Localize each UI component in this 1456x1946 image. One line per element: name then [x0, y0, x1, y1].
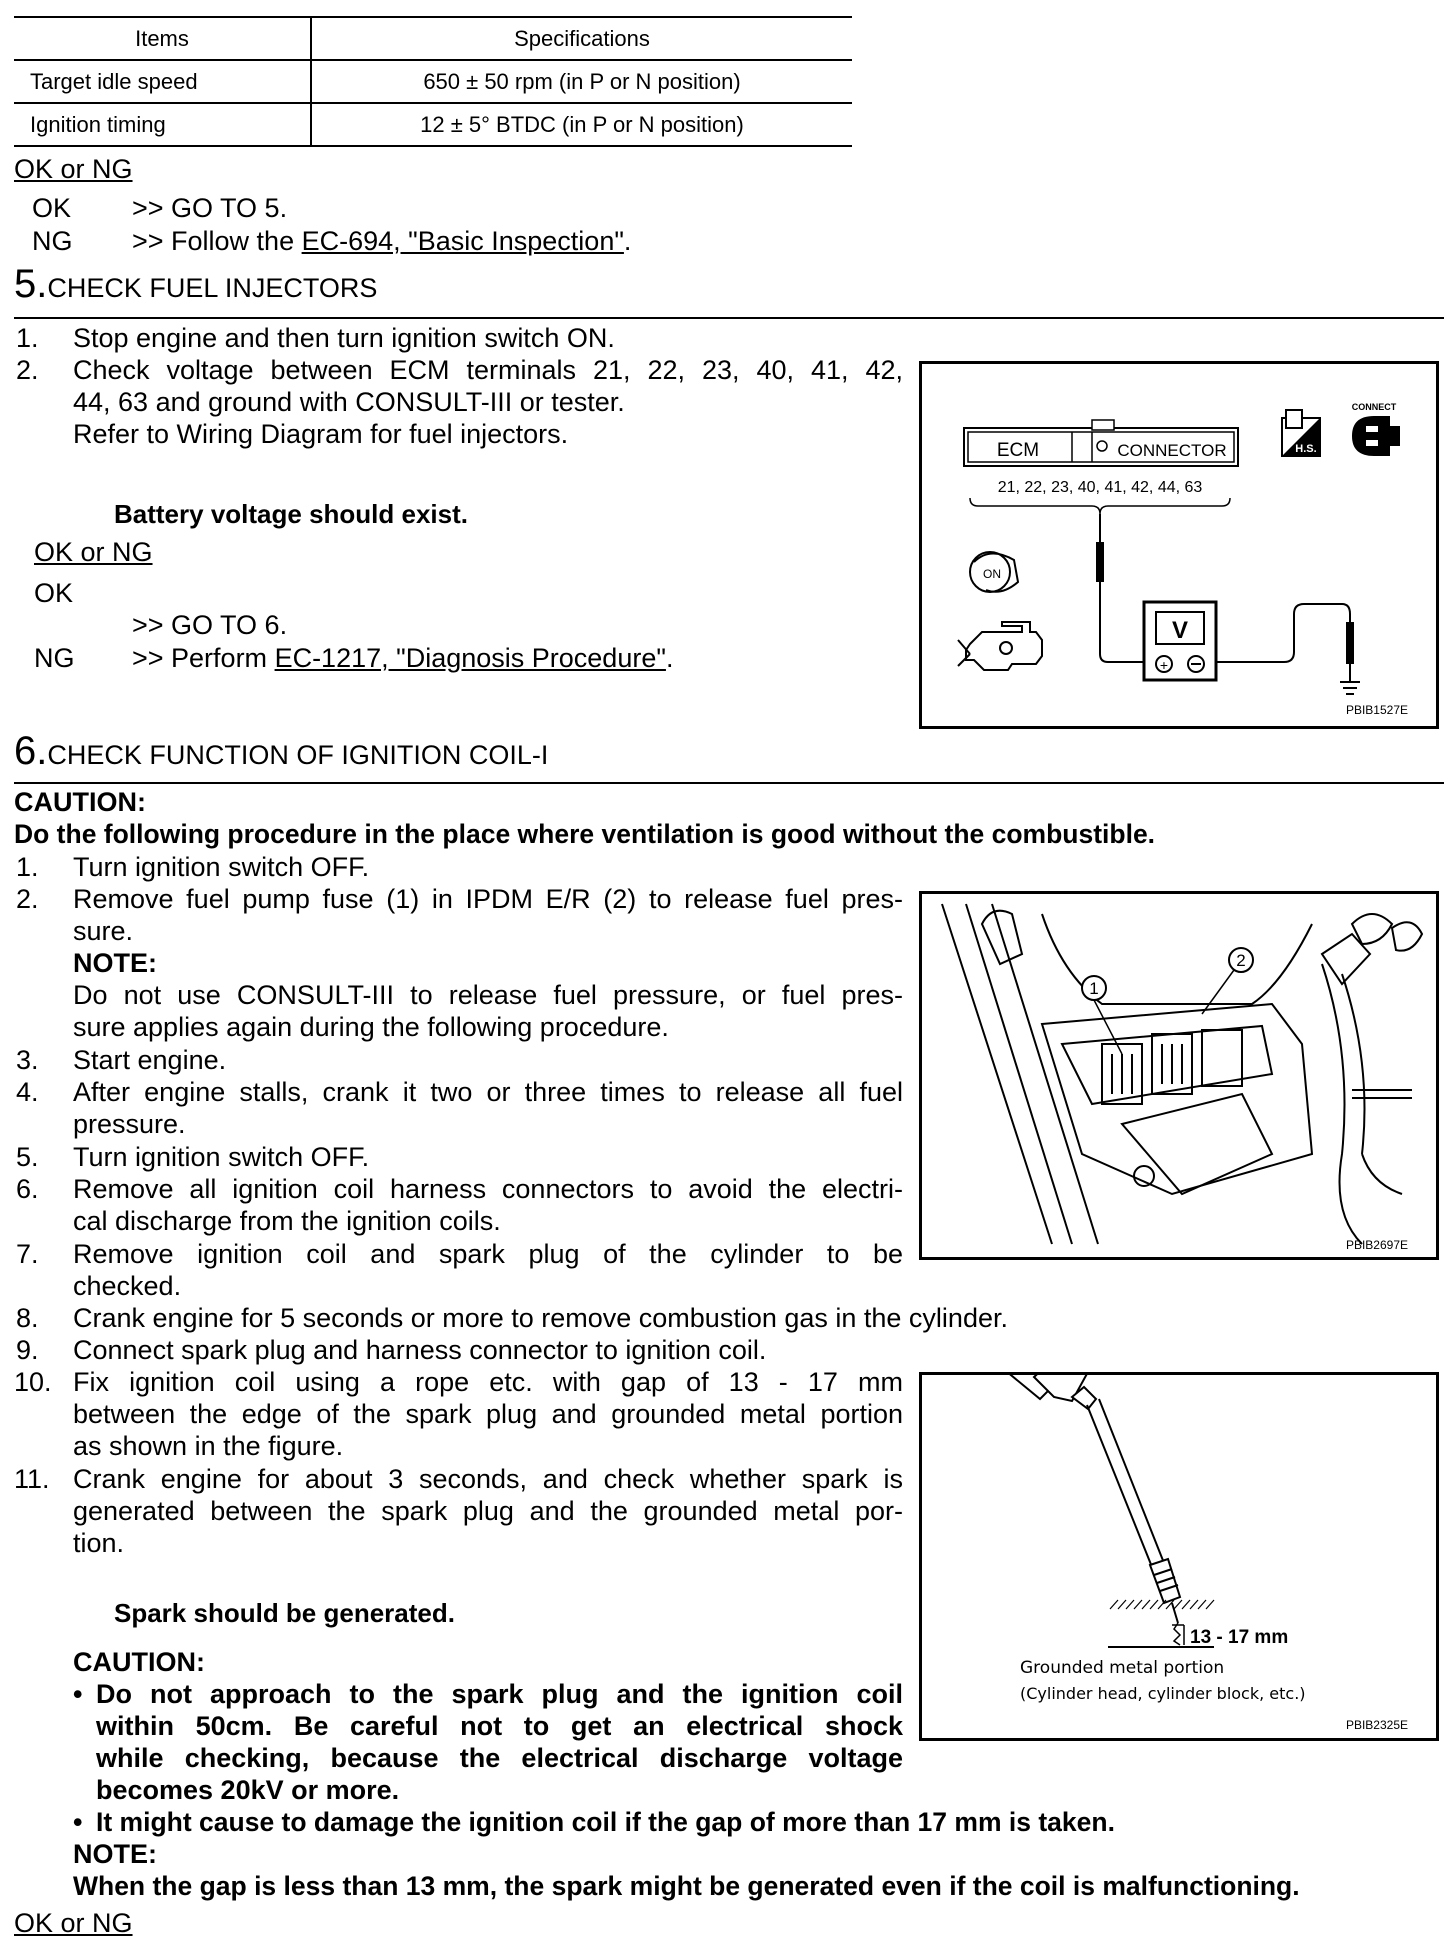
step-title: CHECK FUEL INJECTORS: [47, 273, 378, 303]
figure-code: PBIB2325E: [1345, 1718, 1408, 1732]
list-item-cont: checked.: [73, 1271, 182, 1301]
spec-table: [14, 16, 852, 147]
reference-link[interactable]: EC-1217, "Diagnosis Procedure": [274, 643, 666, 673]
note-label: NOTE:: [73, 948, 157, 978]
list-item: Remove fuel pump fuse (1) in IPDM E/R (2) to release fuel pres-: [73, 884, 903, 914]
list-item: Crank engine for 5 seconds or more to remove combustion gas in the cylinder.: [73, 1303, 1008, 1333]
ipdm-er-box: [1042, 1004, 1312, 1194]
table-cell: Target idle speed: [14, 60, 311, 103]
column-header: Specifications: [311, 17, 852, 60]
list-number: 2.: [16, 355, 39, 385]
connect-icon: [1352, 402, 1400, 456]
caution-label: CAUTION:: [73, 1647, 205, 1677]
ground-label: Grounded metal portion: [1020, 1658, 1225, 1678]
list-number: 5.: [16, 1142, 39, 1172]
gap-label: 13 - 17 mm: [1190, 1627, 1289, 1648]
caution-bullet-cont: becomes 20kV or more.: [96, 1775, 400, 1805]
list-item: Check voltage between ECM terminals 21, 22, 23, 40, 41, 42,: [73, 355, 903, 385]
ng-instruction: [132, 642, 673, 674]
caution-bullet: It might cause to damage the ignition coil if the gap of more than 17 mm is taken.: [96, 1807, 1115, 1837]
table-cell: Ignition timing: [14, 103, 311, 146]
ng-instruction: [132, 225, 631, 257]
caution-text: Do the following procedure in the place where ventilation is good without the combustible.: [14, 819, 1156, 849]
list-item: Stop engine and then turn ignition switch ON.: [73, 323, 615, 353]
ecm-voltage-figure: [919, 361, 1439, 729]
list-number: 8.: [16, 1303, 39, 1333]
section-divider: [14, 782, 1444, 784]
ground-sublabel: (Cylinder head, cylinder block, etc.): [1020, 1684, 1306, 1703]
bullet-icon: •: [73, 1807, 83, 1837]
step-number: 6.: [14, 729, 48, 773]
connector-label: CONNECTOR: [1117, 441, 1227, 460]
ignition-on-icon: [970, 552, 1018, 592]
spark-gap-diagram: [922, 1375, 1436, 1738]
terminals-label: 21, 22, 23, 40, 41, 42, 44, 63: [997, 479, 1203, 496]
list-item-cont: tion.: [73, 1528, 125, 1558]
list-item-cont: 44, 63 and ground with CONSULT-III or tester.: [73, 387, 625, 417]
column-header: Items: [14, 17, 311, 60]
hs-icon: [1282, 410, 1320, 456]
list-number: 9.: [16, 1335, 39, 1365]
ng-prefix: >> Follow the: [132, 226, 302, 256]
spark-icon: [1174, 1623, 1180, 1645]
ipdm-fuse-diagram: [922, 894, 1436, 1257]
list-number: 7.: [16, 1239, 39, 1269]
table-header-row: [14, 17, 852, 60]
list-item: Connect spark plug and harness connector to ignition coil.: [73, 1335, 767, 1365]
table-row: [14, 103, 852, 146]
ignition-coil-icon: [1006, 1375, 1180, 1623]
list-item: Remove ignition coil and spark plug of the cylinder to be: [73, 1239, 903, 1269]
note-text: When the gap is less than 13 mm, the spark might be generated even if the coil is malfunctioning.: [73, 1871, 1300, 1901]
figure-code: PBIB1527E: [1345, 703, 1408, 717]
step-6-heading: [14, 729, 548, 773]
ok-label: OK: [34, 578, 74, 608]
list-item-cont: as shown in the figure.: [73, 1431, 344, 1461]
table-cell: 650 ± 50 rpm (in P or N position): [311, 60, 852, 103]
list-item: Start engine.: [73, 1045, 227, 1075]
ok-text: >> GO TO 5.: [132, 193, 288, 223]
list-item-cont: generated between the spark plug and the grounded metal por-: [73, 1496, 903, 1526]
list-item-cont: cal discharge from the ignition coils.: [73, 1206, 501, 1236]
note-label: NOTE:: [73, 1839, 157, 1869]
list-number: 2.: [16, 884, 39, 914]
svg-text:+: +: [1159, 657, 1169, 673]
result-heading: OK or NG: [14, 154, 133, 184]
voltmeter-label: V: [1171, 617, 1189, 644]
list-number: 1.: [16, 852, 39, 882]
spec-statement: Spark should be generated.: [114, 1598, 455, 1628]
list-number: 1.: [16, 323, 39, 353]
connect-label: CONNECT: [1351, 402, 1397, 412]
ok-text: >> GO TO 6.: [132, 610, 288, 640]
ng-suffix: .: [623, 226, 632, 256]
spec-statement: Battery voltage should exist.: [114, 499, 468, 529]
callout-2-label: 2: [1236, 951, 1246, 970]
caution-bullet: Do not approach to the spark plug and the ignition coil: [96, 1679, 903, 1709]
list-item: Crank engine for about 3 seconds, and check whether spark is: [73, 1464, 903, 1494]
spark-gap-figure: [919, 1372, 1439, 1741]
list-item-cont: pressure.: [73, 1109, 186, 1139]
bullet-icon: •: [73, 1679, 83, 1709]
ng-label: NG: [34, 643, 75, 673]
list-number: 6.: [16, 1174, 39, 1204]
section-divider: [14, 317, 1444, 319]
figure-code: PBIB2697E: [1345, 1238, 1408, 1252]
result-heading: OK or NG: [34, 537, 153, 567]
list-item-cont: Refer to Wiring Diagram for fuel injectors.: [73, 419, 569, 449]
list-item: Fix ignition coil using a rope etc. with gap of 13 - 17 mm: [73, 1367, 903, 1397]
result-heading: OK or NG: [14, 1908, 133, 1938]
callout-1-label: 1: [1089, 979, 1099, 998]
caution-bullet-cont: within 50cm. Be careful not to get an electrical shock: [96, 1711, 903, 1741]
table-row: [14, 60, 852, 103]
caution-bullet-cont: while checking, because the electrical discharge voltage: [96, 1743, 903, 1773]
table-cell: 12 ± 5° BTDC (in P or N position): [311, 103, 852, 146]
caution-label: CAUTION:: [14, 787, 146, 817]
on-label: ON: [983, 567, 1001, 581]
list-number: 3.: [16, 1045, 39, 1075]
note-text: Do not use CONSULT-III to release fuel pressure, or fuel pres-: [73, 980, 903, 1010]
probe-icon: [1096, 542, 1104, 582]
step-title: CHECK FUNCTION OF IGNITION COIL-I: [47, 740, 549, 770]
ng-label: NG: [32, 226, 73, 256]
ecm-voltage-diagram: [922, 364, 1436, 726]
list-number: 11.: [14, 1464, 50, 1494]
list-item: Turn ignition switch OFF.: [73, 1142, 370, 1172]
list-number: 10.: [14, 1367, 52, 1397]
list-item: After engine stalls, crank it two or three times to release all fuel: [73, 1077, 903, 1107]
step-5-heading: [14, 262, 377, 306]
note-text-cont: sure applies again during the following procedure.: [73, 1012, 669, 1042]
list-item-cont: between the edge of the spark plug and grounded metal portion: [73, 1399, 903, 1429]
list-number: 4.: [16, 1077, 39, 1107]
ecm-label: ECM: [996, 440, 1040, 461]
list-item: Remove all ignition coil harness connectors to avoid the electri-: [73, 1174, 903, 1204]
list-item: Turn ignition switch OFF.: [73, 852, 370, 882]
ng-prefix: >> Perform: [132, 643, 275, 673]
reference-link[interactable]: EC-694, "Basic Inspection": [301, 226, 624, 256]
hs-label: H.S.: [1295, 443, 1317, 455]
ok-label: OK: [32, 193, 72, 223]
step-number: 5.: [14, 262, 48, 306]
list-item-cont: sure.: [73, 916, 134, 946]
engine-icon: [958, 622, 1042, 670]
ipdm-fuse-figure: [919, 891, 1439, 1260]
ng-suffix: .: [665, 643, 674, 673]
